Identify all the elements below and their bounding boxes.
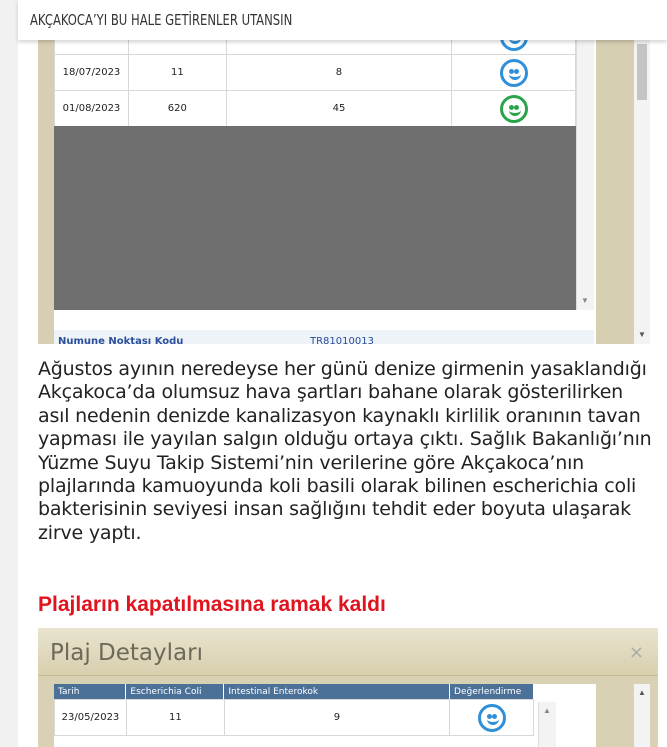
- table-row: [55, 91, 576, 127]
- results-panel: [54, 40, 596, 344]
- row-ecoli: 11: [126, 700, 224, 736]
- header-ecoli[interactable]: Escherichia Coli: [126, 684, 224, 699]
- scrollbar-thumb[interactable]: [637, 44, 647, 100]
- row-enterokok: 8: [226, 55, 451, 91]
- sampling-point-details: [54, 330, 594, 344]
- scroll-down-icon[interactable]: ▼: [581, 296, 589, 305]
- row-enterokok: 45: [226, 91, 451, 127]
- results-scroll-area: [54, 40, 594, 310]
- scroll-up-icon[interactable]: ▲: [543, 706, 551, 715]
- screenshot-beach-results: [38, 40, 650, 344]
- smiley-good-icon: [478, 704, 506, 732]
- screenshot-beach-details: [38, 628, 658, 747]
- details-table: [54, 699, 534, 736]
- outer-scrollbar[interactable]: [634, 684, 650, 747]
- table-row: [55, 40, 576, 55]
- row-ecoli: 620: [128, 91, 226, 127]
- modal-title: Plaj Detayları: [50, 640, 203, 666]
- site-header: [18, 0, 667, 40]
- article-subheading: Plajların kapatılmasına ramak kaldı: [38, 593, 386, 616]
- details-panel: [54, 684, 596, 747]
- smiley-good-icon: [500, 40, 528, 51]
- smiley-excellent-icon: [500, 95, 528, 123]
- row-enterokok: 9: [224, 700, 449, 736]
- header-date[interactable]: Tarih: [54, 684, 126, 699]
- scroll-up-icon[interactable]: ▲: [638, 688, 646, 697]
- post-title[interactable]: AKÇAKOCA’YI BU HALE GETİRENLER UTANSIN: [30, 11, 293, 29]
- row-date: 18/07/2023: [55, 55, 129, 91]
- results-table: [54, 40, 576, 127]
- modal-header: [38, 628, 658, 676]
- smiley-good-icon: [500, 59, 528, 87]
- code-label: Numune Noktası Kodu: [58, 336, 184, 344]
- header-rating[interactable]: Değerlendirme: [450, 684, 534, 699]
- inner-scrollbar[interactable]: [538, 702, 556, 747]
- outer-scrollbar[interactable]: [634, 40, 650, 344]
- row-ecoli: 11: [128, 55, 226, 91]
- header-enterokok[interactable]: Intestinal Enterokok: [224, 684, 450, 699]
- close-icon[interactable]: ×: [628, 642, 644, 663]
- row-date: 01/08/2023: [55, 91, 129, 127]
- table-row: [55, 700, 534, 736]
- inner-scrollbar[interactable]: [576, 40, 594, 310]
- empty-table-area: [54, 126, 576, 310]
- details-table-header: [54, 684, 534, 699]
- row-date: 23/05/2023: [55, 700, 127, 736]
- table-row: [55, 55, 576, 91]
- article-paragraph: Ağustos ayının neredeyse her günü denize girmenin yasaklandığı Akçakoca’da olumsuz hava şartları bahane olarak gösterilirken asıl nedenin denizde kanalizasyon kaynaklı kirlilik oranının tavan yapması ile yayılan salgın olduğu ortaya çıktı. Sağlık Bakanlığı’nın Yüzme Suyu Takip Sistemi’nin verilerine göre Akçakoca’nın plajlarında kamuoyunda koli basili olarak bilinen escherichia coli bakterisinin seviyesi insan sağlığını tehdit eder boyuta ulaşarak zirve yaptı.: [38, 358, 652, 544]
- code-value: TR81010013: [310, 336, 374, 344]
- scroll-down-icon[interactable]: ▼: [638, 330, 646, 339]
